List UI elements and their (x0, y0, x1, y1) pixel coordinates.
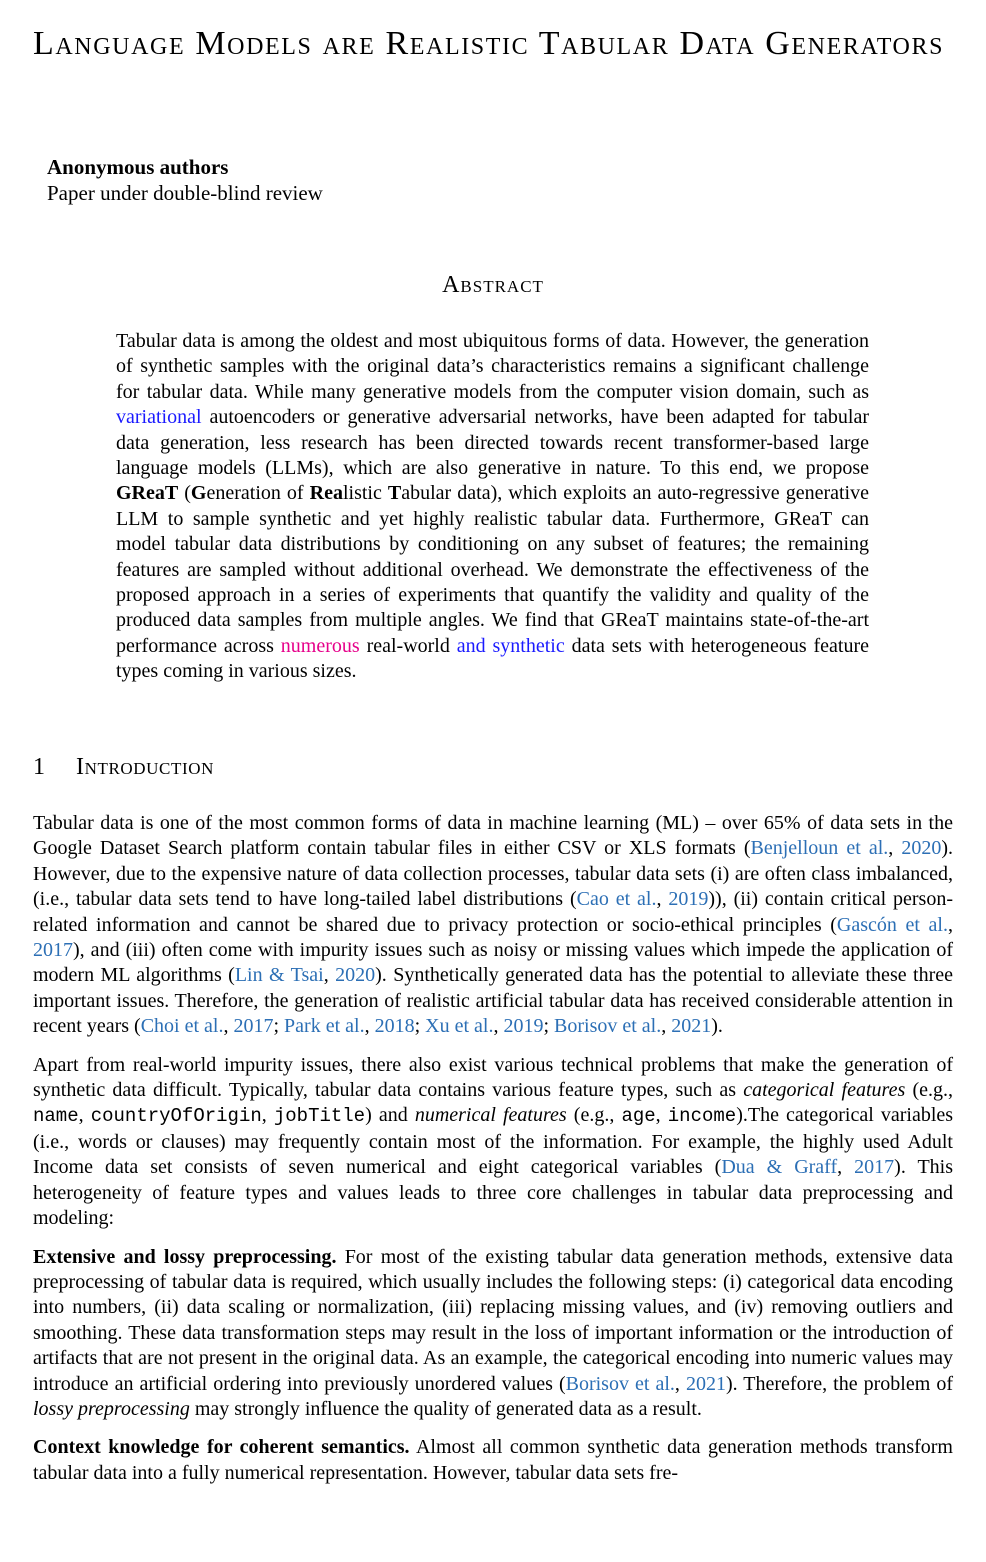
citation-year-link[interactable]: 2019 (668, 888, 709, 911)
citation-link[interactable]: Dua & Graff (721, 1156, 838, 1179)
code-term: age (621, 1105, 656, 1128)
paragraph: Context knowledge for coherent semantics. Almost all common synthetic data generation methods transform tabular data into a fully numerical representation. However, tabular data sets fre- (33, 1436, 953, 1484)
highlight-and-synthetic: and synthetic (456, 634, 565, 657)
abstract-heading: Abstract (442, 272, 544, 298)
paper-title: Language Models are Realistic Tabular Data Generators (33, 25, 945, 62)
paragraph: Apart from real-world impurity issues, there also exist various technical problems that make the generation of synthetic data difficult. Typically, tabular data contains various feature types, such as categorical features (e.g., name, countryOfOrigin, jobTitle) and numerical features (e.g., age, income).The categorical variables (i.e., words or clauses) may frequently contain most of the information. For example, the highly used Adult Income data set consists of seven numerical and eight categorical variables (Dua & Graff, 2017). This heterogeneity of feature types and values leads to three core challenges in tabular data preprocessing and modeling: (33, 1053, 954, 1230)
citation-link[interactable]: Borisov et al. (565, 1372, 675, 1395)
citation-year-link[interactable]: 2019 (503, 1015, 544, 1038)
author-name: Anonymous authors (47, 155, 229, 179)
citation-year-link[interactable]: 2017 (233, 1015, 274, 1038)
citation-link[interactable]: Gascón et al. (836, 913, 948, 936)
body-text (33, 811, 953, 1499)
code-term: jobTitle (273, 1105, 366, 1128)
citation-year-link[interactable]: 2017 (33, 939, 73, 962)
section-number: 1 (33, 754, 46, 780)
citation-year-link[interactable]: 2017 (854, 1156, 895, 1179)
section-heading (33, 754, 214, 781)
code-term: income (667, 1105, 737, 1128)
citation-link[interactable]: Borisov et al. (554, 1015, 662, 1038)
paragraph-heading: Extensive and lossy preprocessing. (33, 1245, 337, 1268)
highlight-numerous: numerous (280, 634, 360, 657)
author-block (47, 154, 323, 206)
code-term: countryOfOrigin (90, 1105, 262, 1128)
citation-link[interactable]: Benjelloun et al. (750, 837, 889, 860)
paragraph: Extensive and lossy preprocessing. For most of the existing tabular data generation methods, extensive data preprocessing of tabular data is required, which usually includes the following steps: (i) categorical data encoding into numbers, (ii) data scaling or normalization, (iii) replacing missing values, and (iv) removing outliers and smoothing. These data transformation steps may result in the loss of important information or the introduction of artifacts that are not present in the original data. As an example, the categorical encoding into numeric values may introduce an artificial ordering into previously unordered values (Borisov et al., 2021). Therefore, the problem of lossy preprocessing may strongly influence the quality of generated data as a result. (33, 1245, 953, 1420)
author-note: Paper under double-blind review (47, 181, 323, 205)
paragraph: Tabular data is one of the most common forms of data in machine learning (ML) – over 65% of data sets in the Google Dataset Search platform contain tabular files in either CSV or XLS formats (Benjelloun et al., 2020). However, due to the expensive nature of data collection processes, tabular data sets (i) are often class imbalanced, (i.e., tabular data sets tend to have long-tailed label distributions (Cao et al., 2019)), (ii) contain critical person-related information and cannot be shared due to privacy protection or socio-ethical principles (Gascón et al., 2017), and (iii) often come with impurity issues such as noisy or missing values which impede the application of modern ML algorithms (Lin & Tsai, 2020). Synthetically generated data has the potential to alleviate these three important issues. Therefore, the generation of realistic artificial tabular data has received considerable attention in recent years (Choi et al., 2017; Park et al., 2018; Xu et al., 2019; Borisov et al., 2021). (33, 812, 954, 1038)
abstract-text: Tabular data is among the oldest and most ubiquitous forms of data. However, the generation of synthetic samples with the original data’s characteristics remains a significant challenge for tabular data. While many generative models from the computer vision domain, such as variational autoencoders or generative adversarial networks, have been adapted for tabular data generation, less research has been directed towards recent transformer-based large language models (LLMs), which are also generative in nature. To this end, we propose GReaT (Generation of Realistic Tabular data), which exploits an auto-regressive generative LLM to sample synthetic and yet highly realistic tabular data. Furthermore, GReaT can model tabular data distributions by conditioning on any subset of features; the remaining features are sampled without additional overhead. We demonstrate the effectiveness of the proposed approach in a series of experiments that quantify the validity and quality of the produced data samples from multiple angles. We find that GReaT maintains state-of-the-art performance across numerous real-world and synthetic data sets with heterogeneous feature types coming in various sizes. (116, 330, 869, 683)
paragraph-heading: Context knowledge for coherent semantics. (33, 1436, 410, 1459)
citation-year-link[interactable]: 2021 (685, 1372, 726, 1395)
citation-link[interactable]: Xu et al. (425, 1015, 494, 1038)
citation-link[interactable]: Lin & Tsai (234, 964, 324, 987)
citation-year-link[interactable]: 2018 (374, 1015, 415, 1038)
citation-link[interactable]: Choi et al. (140, 1015, 224, 1038)
citation-year-link[interactable]: 2020 (901, 837, 942, 860)
citation-link[interactable]: Park et al. (284, 1015, 365, 1038)
citation-year-link[interactable]: 2021 (671, 1015, 712, 1038)
section-title: Introduction (76, 754, 214, 780)
code-term: name (33, 1105, 79, 1128)
highlight-variational: variational (116, 406, 202, 429)
citation-link[interactable]: Cao et al. (576, 888, 657, 911)
citation-year-link[interactable]: 2020 (335, 964, 376, 987)
